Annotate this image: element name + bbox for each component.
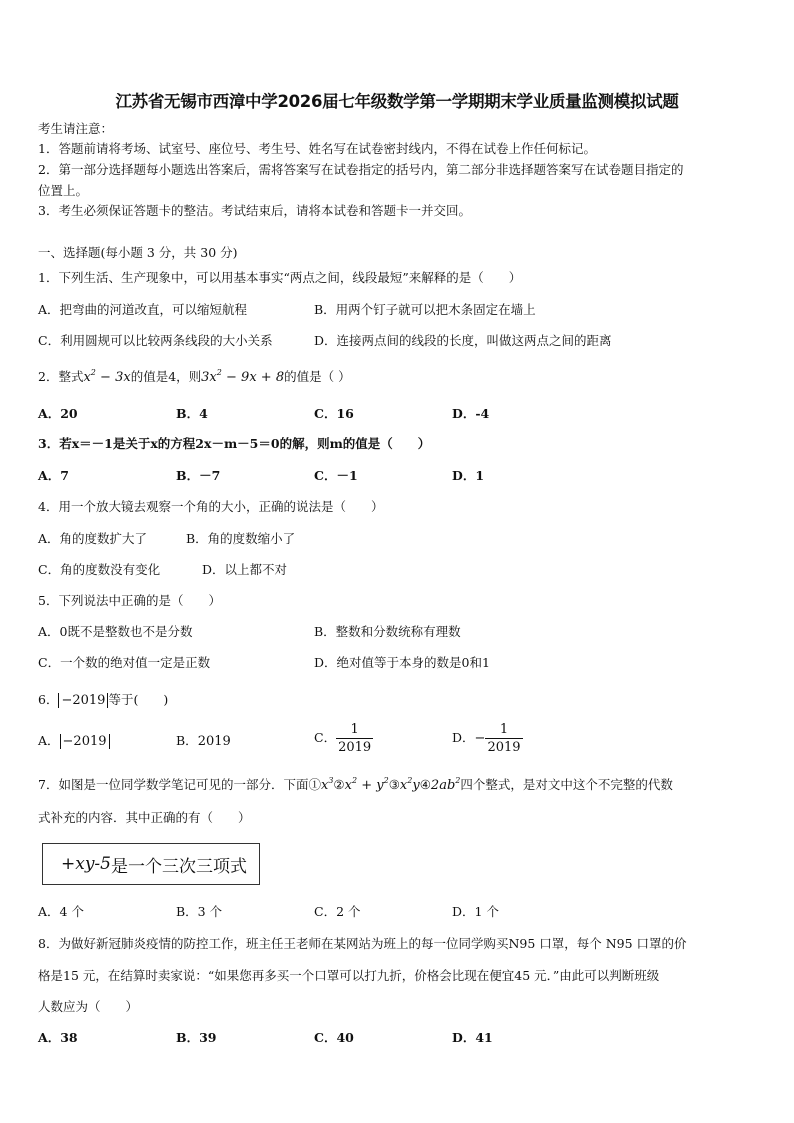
q7-choice-3-expression: $x^2y$ bbox=[399, 776, 420, 793]
question-5-stem: 5．下列说法中正确的是（ ） bbox=[38, 593, 221, 608]
q6-option-b-value: 2019 bbox=[197, 734, 231, 749]
question-8-line-1: 8．为做好新冠肺炎疫情的防控工作，班主任王老师在某网站为班上的每一位同学购买N95 口罩，每个 N95 口罩的价 bbox=[38, 936, 687, 951]
q6-option-b bbox=[176, 733, 231, 750]
q3-option-a: A．7 bbox=[38, 468, 69, 483]
q2-option-a: A．20 bbox=[38, 406, 78, 421]
page-title: 江苏省无锡市西漳中学2026届七年级数学第一学期期末学业质量监测模拟试题 bbox=[115, 92, 679, 111]
q6-option-d bbox=[452, 722, 523, 755]
notice-heading: 考生请注意： bbox=[38, 121, 114, 136]
q3-option-b: B．－7 bbox=[176, 468, 221, 483]
q7-stem-pre: 7．如图是一位同学数学笔记可见的一部分．下面① bbox=[38, 777, 321, 792]
q6-option-d-label: D． bbox=[452, 730, 475, 745]
notice-item-2a: 2．第一部分选择题每小题选出答案后，需将答案写在试卷指定的括号内，第二部分非选择题答案写在试卷题目指定的 bbox=[38, 162, 684, 177]
q7-choice-2-expression: $x^2 + y^2$ bbox=[344, 776, 389, 793]
q4-option-d: D．以上都不对 bbox=[202, 562, 288, 577]
q2-expression-1: $x^2 - 3x$ bbox=[83, 368, 131, 385]
q7-option-c: C．2 个 bbox=[314, 904, 361, 919]
question-3-stem: 3．若x＝－1是关于x的方程2x－m－5＝0的解，则m的值是（ ） bbox=[38, 436, 431, 451]
q7-notebook-text: 是一个三次三项式 bbox=[111, 856, 247, 877]
q6-option-d-sign: − bbox=[474, 731, 486, 746]
q6-option-a-value: −2019 bbox=[60, 734, 110, 749]
question-2-stem bbox=[38, 369, 351, 386]
question-4-stem: 4．用一个放大镜去观察一个角的大小，正确的说法是（ ） bbox=[38, 499, 384, 514]
q6-option-b-label: B． bbox=[176, 733, 198, 748]
q7-notebook-expression: +xy-5 bbox=[61, 854, 111, 874]
q8-option-d: D．41 bbox=[452, 1030, 493, 1045]
q7-option-a: A．4 个 bbox=[38, 904, 84, 919]
q8-option-c: C．40 bbox=[314, 1030, 354, 1045]
notice-item-1: 1．答题前请将考场、试室号、座位号、考生号、姓名写在试卷密封线内，不得在试卷上作任何标记。 bbox=[38, 141, 596, 156]
q6-option-d-fraction bbox=[485, 722, 522, 755]
q7-choice-4-expression: $2ab^2$ bbox=[430, 776, 461, 793]
q2-option-b: B．4 bbox=[176, 406, 208, 421]
q1-option-b: B．用两个钉子就可以把木条固定在墙上 bbox=[314, 302, 536, 317]
q1-option-d: D．连接两点间的线段的长度，叫做这两点之间的距离 bbox=[314, 333, 612, 348]
q6-option-d-numerator: 1 bbox=[499, 722, 509, 737]
q6-option-c-label: C． bbox=[314, 730, 337, 745]
q6-option-c-fraction bbox=[336, 722, 373, 755]
q2-expression-2: $3x^2 - 9x + 8$ bbox=[201, 368, 285, 385]
question-8-line-2: 格是15 元，在结算时卖家说：“如果您再多买一个口罩可以打九折，价格会比现在便宜45 元．”由此可以判断班级 bbox=[38, 968, 660, 983]
q4-option-b: B．角的度数缩小了 bbox=[186, 531, 296, 546]
q6-option-c bbox=[314, 722, 373, 755]
q1-option-a: A．把弯曲的河道改直，可以缩短航程 bbox=[38, 302, 248, 317]
question-7-line-2: 式补充的内容．其中正确的有（ ） bbox=[38, 810, 251, 825]
q2-stem-pre: 2．整式 bbox=[38, 369, 84, 384]
q8-option-b: B．39 bbox=[176, 1030, 217, 1045]
q8-option-a: A．38 bbox=[38, 1030, 78, 1045]
q1-option-c: C．利用圆规可以比较两条线段的大小关系 bbox=[38, 333, 273, 348]
q6-absolute-value: −2019 bbox=[58, 693, 108, 708]
q4-option-c: C．角的度数没有变化 bbox=[38, 562, 161, 577]
question-8-line-3: 人数应为（ ） bbox=[38, 999, 139, 1014]
q2-option-d: D．-4 bbox=[452, 406, 490, 421]
q2-stem-post: 的值是（ ） bbox=[284, 369, 351, 384]
q2-option-c: C．16 bbox=[314, 406, 354, 421]
q6-stem-post: 等于( ) bbox=[108, 692, 169, 707]
q7-choice-4-mark: ④ bbox=[419, 777, 431, 792]
q4-option-a: A．角的度数扩大了 bbox=[38, 531, 148, 546]
q6-option-c-numerator: 1 bbox=[350, 722, 359, 737]
q7-option-b: B．3 个 bbox=[176, 904, 223, 919]
q6-option-a bbox=[38, 733, 110, 749]
q6-option-c-denominator: 2019 bbox=[338, 740, 372, 755]
q3-option-c: C．－1 bbox=[314, 468, 358, 483]
q5-option-b: B．整数和分数统称有理数 bbox=[314, 624, 461, 639]
section-heading: 一、选择题(每小题 3 分，共 30 分) bbox=[38, 245, 238, 260]
q3-option-d: D．1 bbox=[452, 468, 485, 483]
q7-choice-3-mark: ③ bbox=[388, 777, 400, 792]
q7-notebook-snippet bbox=[42, 843, 260, 885]
notice-item-3: 3．考生必须保证答题卡的整洁。考试结束后，请将本试卷和答题卡一并交回。 bbox=[38, 203, 471, 218]
q7-option-d: D．1 个 bbox=[452, 904, 499, 919]
notice-item-2b: 位置上。 bbox=[38, 183, 89, 198]
q5-option-c: C．一个数的绝对值一定是正数 bbox=[38, 655, 211, 670]
q2-stem-mid: 的值是4，则 bbox=[130, 369, 202, 384]
question-1-stem: 1．下列生活、生产现象中，可以用基本事实“两点之间，线段最短”来解释的是（ ） bbox=[38, 270, 522, 285]
q7-choice-2-mark: ② bbox=[333, 777, 345, 792]
q7-choice-1-expression: $x^3$ bbox=[320, 776, 334, 793]
q6-option-a-label: A． bbox=[38, 733, 60, 748]
q5-option-d: D．绝对值等于本身的数是0和1 bbox=[314, 655, 490, 670]
question-7-line-1 bbox=[38, 777, 673, 794]
q6-option-d-denominator: 2019 bbox=[487, 740, 521, 755]
q5-option-a: A．0既不是整数也不是分数 bbox=[38, 624, 193, 639]
q7-stem-post: 四个整式，是对文中这个不完整的代数 bbox=[460, 777, 673, 792]
q6-stem-pre: 6． bbox=[38, 692, 59, 707]
question-6-stem bbox=[38, 692, 168, 708]
